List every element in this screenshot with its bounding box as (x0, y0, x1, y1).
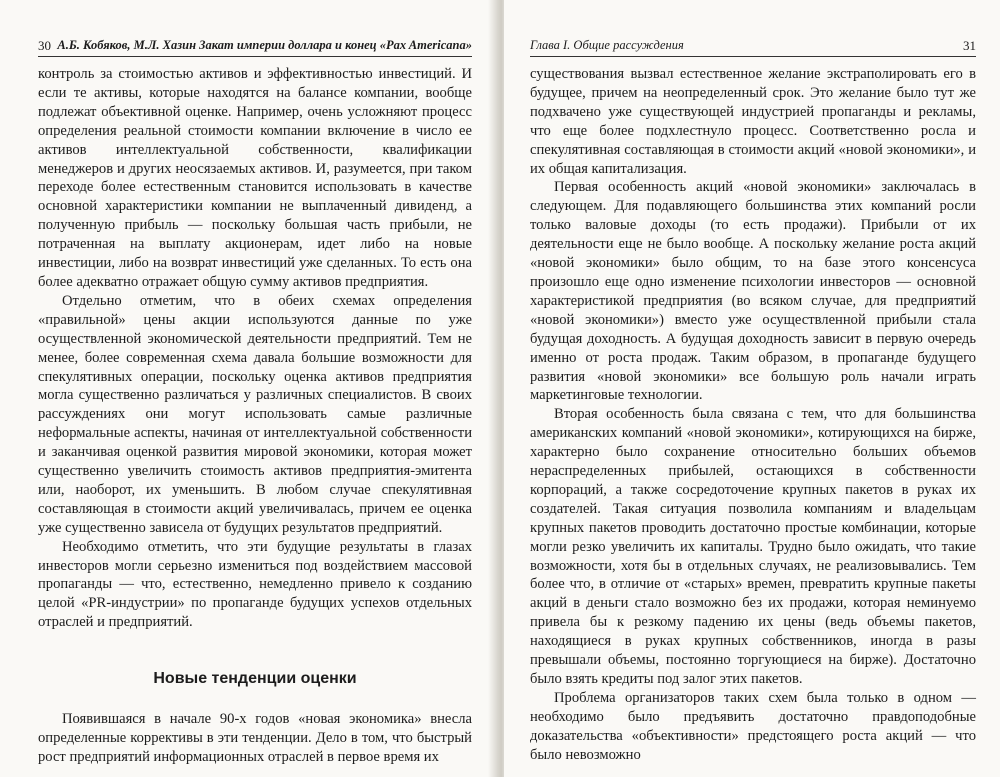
right-paragraph-1: существования вызвал естественное желание экстраполировать его в будущее, причем на неопределенный срок. Это желание было тут же подхвачено уже существующей индустрией пропаганды и рекламы, что еще более подхлестнуло процесс. Соответственно росла и спекулятивная составляющая в стоимости акций «новой экономики», и их общая капитализация. (530, 66, 976, 177)
left-paragraph-4: Появившаяся в начале 90-х годов «новая экономика» внесла определенные коррективы в эти тенденции. Дело в том, что быстрый рост предприятий информационных отраслей в первое время их (38, 711, 472, 765)
left-page-header (38, 36, 472, 57)
right-page-number: 31 (963, 38, 976, 53)
left-paragraph-3: Необходимо отметить, что эти будущие результаты в глазах инвесторов могли серьезно измениться под воздействием массовой пропаганды — что, естественно, немедленно привело к созданию целой «PR-индустрии» по пропаганде будущих успехов отдельных отраслей и предприятий. (38, 538, 472, 631)
right-paragraph-2: Первая особенность акций «новой экономики» заключалась в следующем. Для подавляющего большинства этих компаний росли только валовые доходы (то есть продажи). Прибыли от их деятельности еще не было вообще. А поскольку желание роста акций «новой экономики» было общим, то на базе этого консенсуса произошло еще одно изменение психологии инвесторов — основной характеристикой предприятия (во всяком случае, для предприятий «новой экономики») вместо уже осуществленной прибыли стала будущая доходность. А будущая доходность зависит в первую очередь именно от роста продаж. Таким образом, в пропаганде будущего развития «новой экономики» все большую роль начали играть маркетинговые технологии. (530, 179, 976, 404)
right-paragraph-3: Вторая особенность была связана с тем, что для большинства американских компаний «новой экономики», котирующихся на бирже, характерно было сохранение относительно больших объемов нераспределенных прибылей, остающихся в собственности корпораций, а также сосредоточение крупных пакетов в руках их создателей. Такая ситуация позволила компаниям и владельцам крупных пакетов проводить достаточно простые комбинации, которые могли резко увеличить их капиталы. Трудно было ожидать, что такие возможности, хотя бы в отдельных случаях, не реализовывались. Тем более что, в отличие от «старых» времен, превратить крупные пакеты акций в деньги стало возможно без их продажи, которая неминуемо привела бы к резкому падению их цены (ведь объемы пакетов, находящиеся в руках крупных собственников, иногда в разы превышали объемы, постоянно торгующиеся на бирже). Достаточно было взять кредиты под залог этих пакетов. (530, 406, 976, 687)
right-page (504, 0, 1000, 777)
left-paragraph-2: Отдельно отметим, что в обеих схемах определения «правильной» цены акции используются данные по уже осуществленной экономической деятельности предприятий. Тем не менее, более современная схема давала большие возможности для спекулятивных операции, поскольку оценка активов предприятия могла существенно различаться у различных специалистов. В своих рассуждениях они могут использовать самые различные неформальные аспекты, начиная от интеллектуальной собственности и заканчивая оценкой развития мировой экономики, которая может существенно увеличить стоимость активов предприятия-эмитента или, наоборот, их уменьшить. В любом случае спекулятивная составляющая в стоимости акций увеличивалась, причем ее оценка уже существенно зависела от будущих результатов предприятий. (38, 292, 472, 536)
section-heading: Новые тенденции оценки (153, 670, 357, 688)
left-running-head: А.Б. Кобяков, М.Л. Хазин Закат империи доллара и конец «Pax Americana» (57, 38, 472, 52)
right-page-header (530, 36, 976, 57)
left-page-number: 30 (38, 38, 51, 53)
left-paragraph-1: контроль за стоимостью активов и эффективностью инвестиций. И если те активы, которые находятся на балансе компании, вообще подлежат объективной оценке. Например, очень усложняют процесс определения реальной стоимости компании включение в число ее активов интеллектуальной собственности, квалификации менеджеров и других неосязаемых активов. И, разумеется, при таком переходе более естественным становится использовать в качестве основной характеристики компании не выплаченный дивиденд, а полученную прибыль — поскольку большая часть прибыли, не потраченная на выплату акционерам, идет либо на новые инвестиции, либо на возврат инвестиций уже сделанных. То есть она более адекватно отражает общую сумму активов предприятия. (38, 66, 472, 290)
right-running-head: Глава I. Общие рассуждения (530, 38, 684, 52)
left-page (0, 0, 496, 777)
right-paragraph-4: Проблема организаторов таких схем была только в одном — необходимо было предъявить достаточно правдоподобные доказательства «объективности» предстоящего роста акций — что было невозможно (530, 689, 976, 763)
